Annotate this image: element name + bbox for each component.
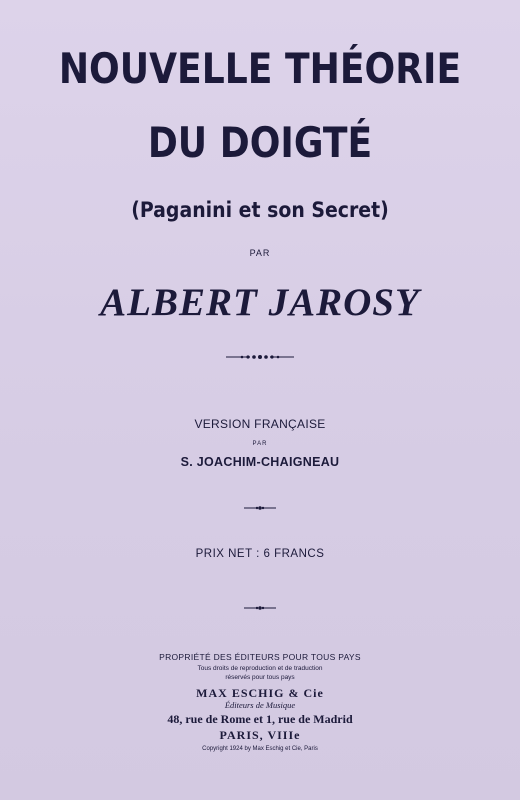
publisher-city: PARIS, VIIIe	[219, 728, 301, 742]
property-notice: PROPRIÉTÉ DES ÉDITEURS POUR TOUS PAYS	[159, 652, 361, 662]
title-line-2: DU DOIGTÉ	[147, 118, 373, 167]
publisher-address: 48, rue de Rome et 1, rue de Madrid	[167, 712, 353, 726]
par-label-2: PAR	[252, 441, 268, 447]
price-text: PRIX NET : 6 FRANCS	[195, 548, 325, 560]
publisher-name: MAX ESCHIG & Cie	[196, 686, 324, 700]
par-label-1: PAR	[249, 248, 271, 258]
translator-name: S. JOACHIM-CHAIGNEAU	[180, 455, 340, 469]
dotted-ornament-icon	[0, 349, 520, 359]
copyright-notice: Copyright 1924 by Max Eschig et Cie, Paris	[202, 746, 318, 752]
subtitle: (Paganini et son Secret)	[131, 198, 389, 222]
publisher-role: Éditeurs de Musique	[224, 700, 296, 710]
small-ornament-icon	[0, 600, 520, 610]
version-label: VERSION FRANÇAISE	[194, 417, 326, 431]
small-ornament-icon	[0, 500, 520, 510]
title-line-1: NOUVELLE THÉORIE	[58, 44, 462, 93]
rights-line-2: réservés pour tous pays	[225, 674, 295, 681]
rights-line-1: Tous droits de reproduction et de traduction	[197, 665, 323, 672]
author-name: ALBERT JAROSY	[100, 281, 420, 324]
